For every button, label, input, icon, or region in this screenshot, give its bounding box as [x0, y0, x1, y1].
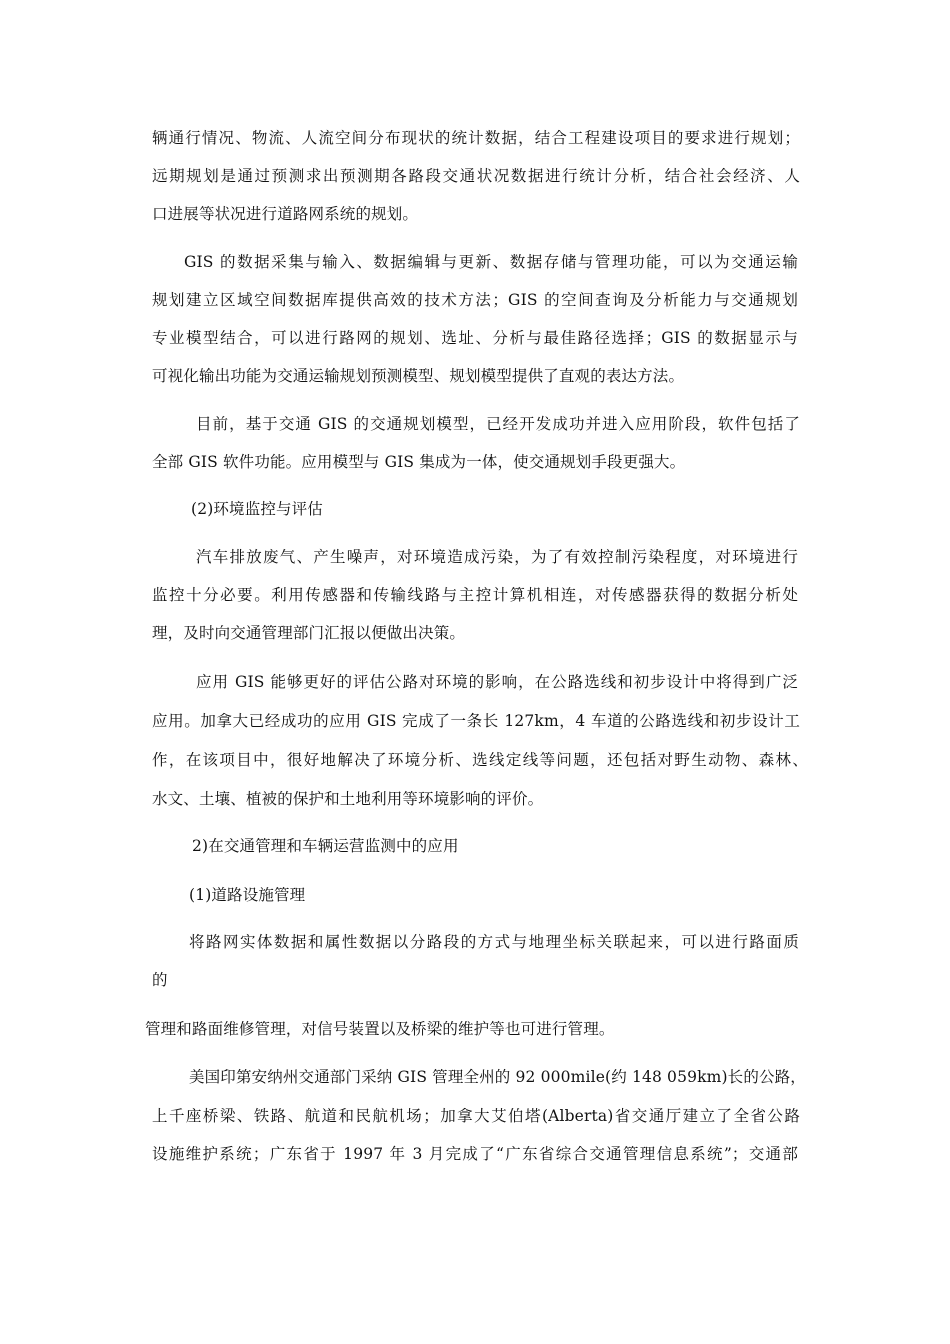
text-line: 应用 GIS 能够更好的评估公路对环境的影响，在公路选线和初步设计中将得到广泛 — [196, 673, 798, 691]
section-heading: (2)环境监控与评估 — [191, 500, 323, 518]
text-line: 作，在该项目中，很好地解决了环境分析、选线定线等问题，还包括对野生动物、森林、 — [152, 751, 808, 769]
text-line: 远期规划是通过预测求出预测期各路段交通状况数据进行统计分析，结合社会经济、人 — [152, 167, 800, 185]
section-heading: (1)道路设施管理 — [189, 886, 306, 904]
text-line: 设施维护系统；广东省于 1997 年 3 月完成了“广东省综合交通管理信息系统”；交通部 — [152, 1145, 798, 1163]
text-line: 应用。加拿大已经成功的应用 GIS 完成了一条长 127km，4 车道的公路选线和初步设计工 — [152, 712, 800, 730]
text-line: 口进展等状况进行道路网系统的规划。 — [152, 205, 419, 223]
text-line: 的 — [152, 971, 168, 989]
text-line: 上千座桥梁、铁路、航道和民航机场；加拿大艾伯塔(Alberta)省交通厅建立了全省公路 — [152, 1107, 800, 1125]
text-line: GIS 的数据采集与输入、数据编辑与更新、数据存储与管理功能，可以为交通运输 — [184, 253, 798, 271]
text-line: 辆通行情况、物流、人流空间分布现状的统计数据，结合工程建设项目的要求进行规划； — [152, 129, 800, 147]
text-line: 理，及时向交通管理部门汇报以便做出决策。 — [152, 624, 466, 642]
text-line: 美国印第安纳州交通部门采纳 GIS 管理全州的 92 000mile(约 148 059km)长的公路， — [189, 1068, 806, 1086]
text-line: 汽车排放废气、产生噪声，对环境造成污染，为了有效控制污染程度，对环境进行 — [196, 548, 798, 566]
text-line: 全部 GIS 软件功能。应用模型与 GIS 集成为一体，使交通规划手段更强大。 — [152, 453, 686, 471]
text-line: 将路网实体数据和属性数据以分路段的方式与地理坐标关联起来，可以进行路面质 — [189, 933, 799, 951]
text-line: 水文、土壤、植被的保护和土地利用等环境影响的评价。 — [152, 790, 544, 808]
section-heading: 2)在交通管理和车辆运营监测中的应用 — [192, 837, 459, 855]
text-line: 可视化输出功能为交通运输规划预测模型、规划模型提供了直观的表达方法。 — [152, 367, 685, 385]
text-line: 监控十分必要。利用传感器和传输线路与主控计算机相连，对传感器获得的数据分析处 — [152, 586, 798, 604]
text-line: 专业模型结合，可以进行路网的规划、选址、分析与最佳路径选择；GIS 的数据显示与 — [152, 329, 798, 347]
text-line: 管理和路面维修管理，对信号装置以及桥梁的维护等也可进行管理。 — [145, 1020, 615, 1038]
text-line: 规划建立区域空间数据库提供高效的技术方法；GIS 的空间查询及分析能力与交通规划 — [152, 291, 798, 309]
text-line: 目前，基于交通 GIS 的交通规划模型，已经开发成功并进入应用阶段，软件包括了 — [196, 415, 800, 433]
